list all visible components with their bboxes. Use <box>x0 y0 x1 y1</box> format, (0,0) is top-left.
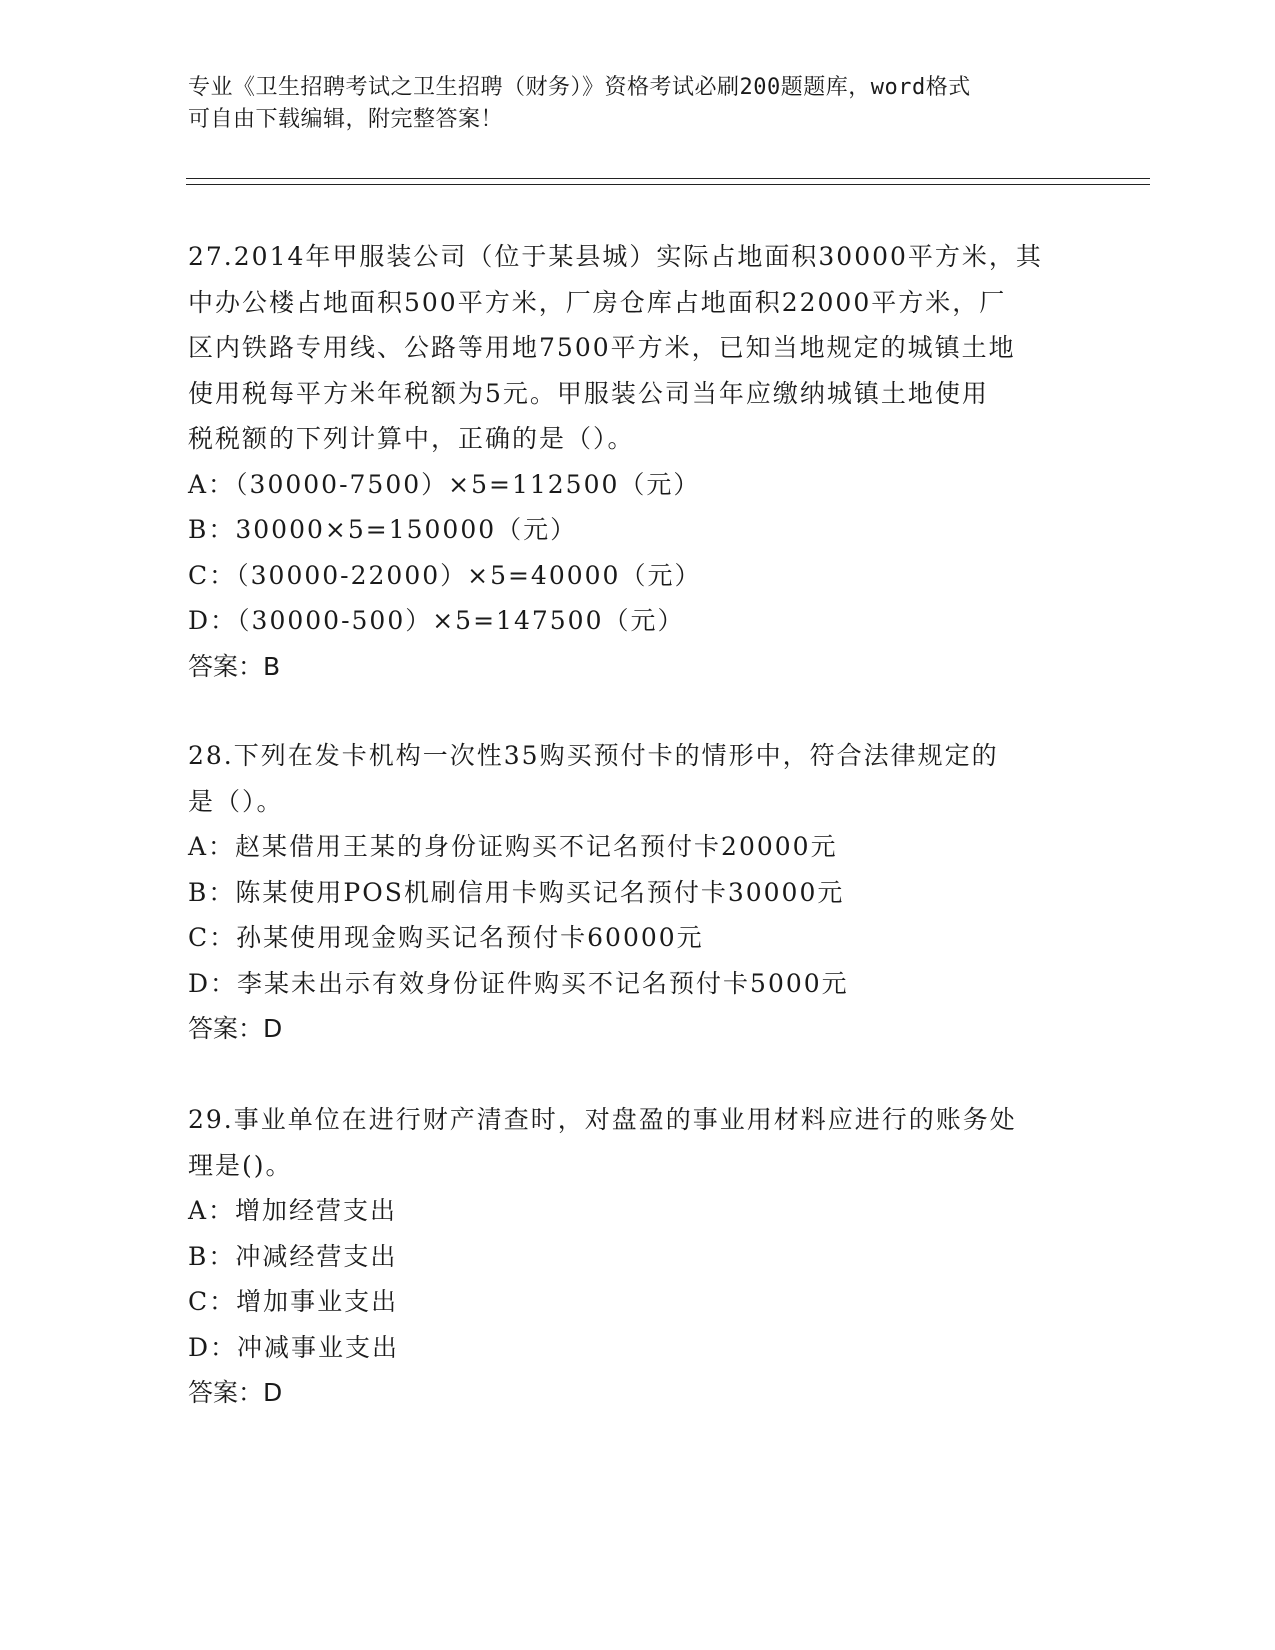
option-d: D：冲减事业支出 <box>188 1332 400 1362</box>
header-line-1: 专业《卫生招聘考试之卫生招聘（财务）》资格考试必刷200题题库，word格式 <box>188 75 971 100</box>
option-a: A：增加经营支出 <box>188 1196 398 1225</box>
option-a: A：（30000-7500）×5=112500（元） <box>188 469 701 499</box>
question-stem-line: 27.2014年甲服装公司（位于某县城）实际占地面积30000平方米，其 <box>188 242 1043 271</box>
header-divider-bottom <box>186 184 1150 185</box>
option-c: C：增加事业支出 <box>188 1287 399 1316</box>
option-d: D：李某未出示有效身份证件购买不记名预付卡5000元 <box>188 968 849 998</box>
question-stem-line: 使用税每平方米年税额为5元。甲服装公司当年应缴纳城镇土地使用 <box>188 378 989 408</box>
option-b: B：30000×5=150000（元） <box>188 515 578 544</box>
answer-line: 答案：D <box>188 1014 283 1043</box>
question-27 <box>188 234 1088 689</box>
option-d: D：（30000-500）×5=147500（元） <box>188 606 685 635</box>
header-line-2: 可自由下载编辑，附完整答案！ <box>188 107 504 132</box>
option-b: B：陈某使用POS机刷信用卡购买记名预付卡30000元 <box>188 877 845 907</box>
question-stem-line: 区内铁路专用线、公路等用地7500平方米，已知当地规定的城镇土地 <box>188 333 1016 362</box>
question-stem-line: 理是()。 <box>188 1150 293 1180</box>
question-stem-line: 29.事业单位在进行财产清查时，对盘盈的事业用材料应进行的账务处 <box>188 1105 1017 1134</box>
question-stem-line: 中办公楼占地面积500平方米，厂房仓库占地面积22000平方米，厂 <box>188 287 1007 317</box>
question-stem-line: 28.下列在发卡机构一次性35购买预付卡的情形中，符合法律规定的 <box>188 741 999 770</box>
document-header <box>188 72 1088 136</box>
question-28 <box>188 733 1088 1052</box>
option-a: A：赵某借用王某的身份证购买不记名预付卡20000元 <box>188 832 838 861</box>
option-c: C：（30000-22000）×5=40000（元） <box>188 560 702 590</box>
answer-line: 答案：D <box>188 1378 283 1407</box>
question-stem-line: 税税额的下列计算中，正确的是（）。 <box>188 424 635 453</box>
answer-line: 答案：B <box>188 651 281 681</box>
question-stem-line: 是（）。 <box>188 786 284 816</box>
option-c: C：孙某使用现金购买记名预付卡60000元 <box>188 923 704 952</box>
question-29 <box>188 1097 1088 1416</box>
header-divider-top <box>186 178 1150 179</box>
option-b: B：冲减经营支出 <box>188 1241 398 1271</box>
